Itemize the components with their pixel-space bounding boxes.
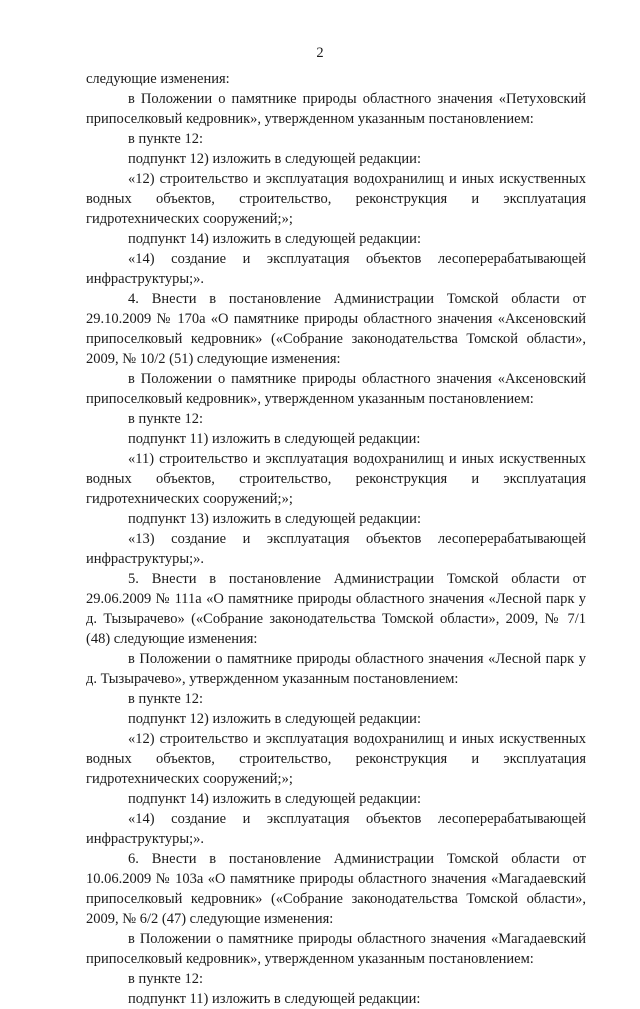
paragraph: «11) строительство и эксплуатация водохранилищ и иных искуственных водных объектов, строительство, реконструкция и эксплуатация гидротехнических сооружений;»; xyxy=(86,451,586,507)
paragraph: подпункт 11) изложить в следующей редакции: xyxy=(128,991,421,1007)
paragraph: в пункте 12: xyxy=(128,691,204,707)
paragraph: следующие изменения: xyxy=(86,71,230,87)
paragraph: «13) создание и эксплуатация объектов лесоперерабатывающей инфраструктуры;». xyxy=(86,531,586,567)
document-body xyxy=(86,69,586,1009)
paragraph: подпункт 12) изложить в следующей редакции: xyxy=(128,711,421,727)
paragraph: в Положении о памятнике природы областного значения «Петуховский припоселковый кедровник», утвержденном указанным постановлением: xyxy=(86,91,586,127)
paragraph: «12) строительство и эксплуатация водохранилищ и иных искуственных водных объектов, строительство, реконструкция и эксплуатация гидротехнических сооружений;»; xyxy=(86,731,586,787)
paragraph: подпункт 14) изложить в следующей редакции: xyxy=(128,791,421,807)
paragraph: подпункт 13) изложить в следующей редакции: xyxy=(128,511,421,527)
paragraph: подпункт 14) изложить в следующей редакции: xyxy=(128,231,421,247)
paragraph: 6. Внести в постановление Администрации Томской области от 10.06.2009 № 103а «О памятнике природы областного значения «Магадаевский припоселковый кедровник» («Собрание законодательства Томской области», 2009, № 6/2 (47) следующие изменения: xyxy=(86,851,586,927)
page-number: 2 xyxy=(316,45,324,61)
paragraph: в Положении о памятнике природы областного значения «Магадаевский припоселковый кедровник», утвержденном указанным постановлением: xyxy=(86,931,586,967)
paragraph: в Положении о памятнике природы областного значения «Аксеновский припоселковый кедровник», утвержденном указанным постановлением: xyxy=(86,371,586,407)
paragraph: 5. Внести в постановление Администрации Томской области от 29.06.2009 № 111а «О памятнике природы областного значения «Лесной парк у д. Тызырачево» («Собрание законодательства Томской области», 2009, № 7/1 (48) следующие изменения: xyxy=(86,571,586,647)
paragraph: в пункте 12: xyxy=(128,411,204,427)
paragraph: 4. Внести в постановление Администрации Томской области от 29.10.2009 № 170а «О памятнике природы областного значения «Аксеновский припоселковый кедровник» («Собрание законодательства Томской области», 2009, № 10/2 (51) следующие изменения: xyxy=(86,291,586,367)
paragraph: подпункт 11) изложить в следующей редакции: xyxy=(128,431,421,447)
paragraph: в Положении о памятнике природы областного значения «Лесной парк у д. Тызырачево», утвержденном указанным постановлением: xyxy=(86,651,586,687)
paragraph: подпункт 12) изложить в следующей редакции: xyxy=(128,151,421,167)
paragraph: в пункте 12: xyxy=(128,971,204,987)
paragraph: «14) создание и эксплуатация объектов лесоперерабатывающей инфраструктуры;». xyxy=(86,811,586,847)
paragraph: «14) создание и эксплуатация объектов лесоперерабатывающей инфраструктуры;». xyxy=(86,251,586,287)
paragraph: в пункте 12: xyxy=(128,131,204,147)
paragraph: «12) строительство и эксплуатация водохранилищ и иных искуственных водных объектов, строительство, реконструкция и эксплуатация гидротехнических сооружений;»; xyxy=(86,171,586,227)
